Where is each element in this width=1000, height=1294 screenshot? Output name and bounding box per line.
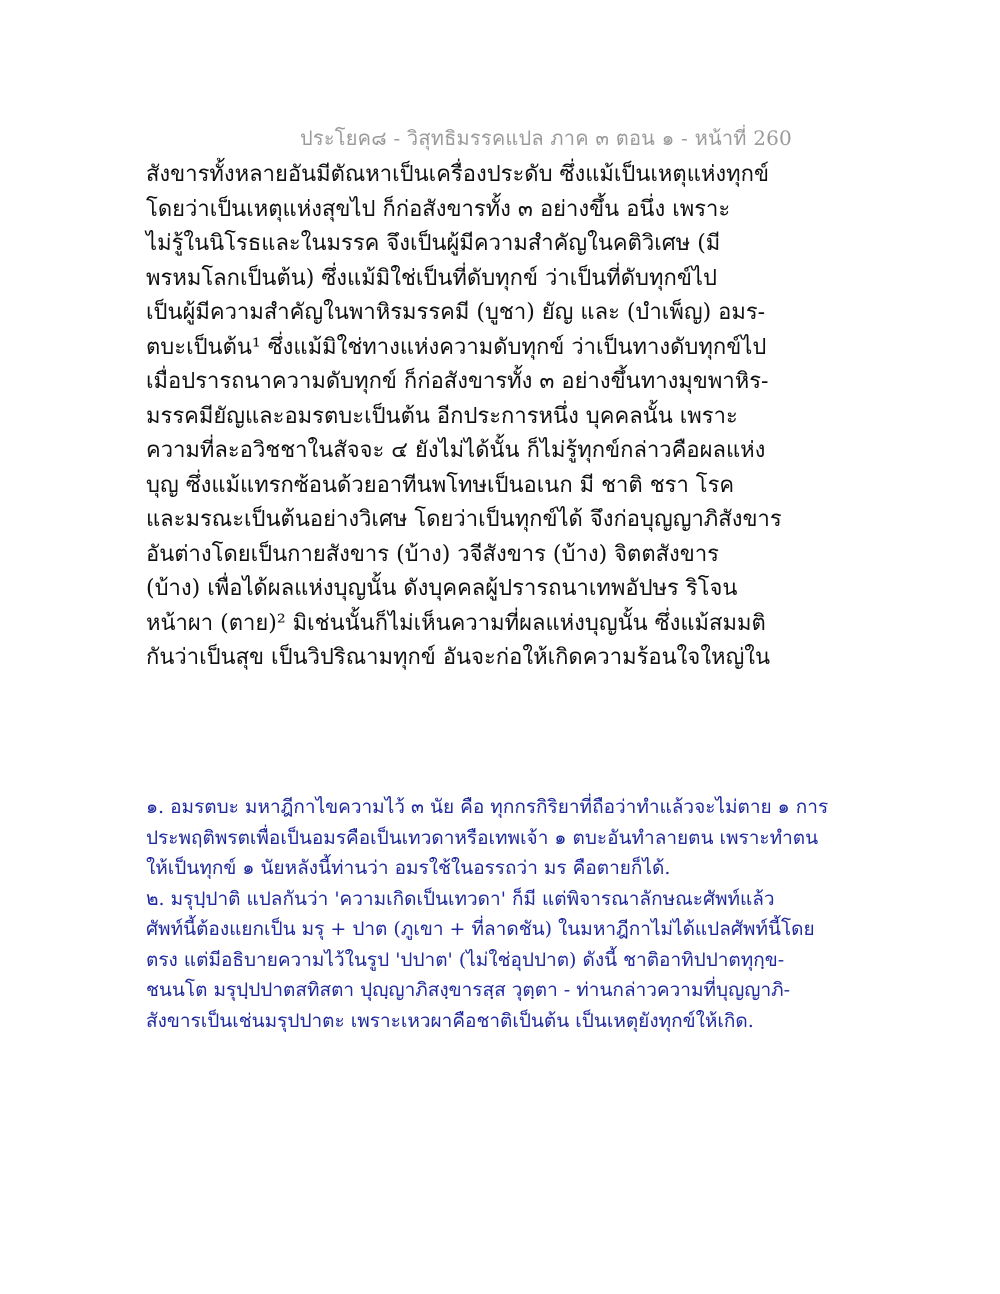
text-line: (บ้าง) เพื่อได้ผลแห่งบุญนั้น ดังบุคคลผู้ปรารถนาเทพอัปษร ริโจน <box>146 576 738 601</box>
footnote-line: ประพฤติพรตเพื่อเป็นอมรคือเป็นเทวดาหรือเทพเจ้า ๑ ตบะอันทำลายตน เพราะทำตน <box>146 826 819 849</box>
text-line: ตบะเป็นต้น¹ ซึ่งแม้มิใช่ทางแห่งความดับทุกข์ ว่าเป็นทางดับทุกข์ไป <box>146 334 767 360</box>
footnote-line: ๒. มรุปฺปาติ แปลกันว่า 'ความเกิดเป็นเทวดา' ก็มี แต่พิจารณาลักษณะศัพท์แล้ว <box>146 887 775 910</box>
text-line: เป็นผู้มีความสำคัญในพาหิรมรรคมี (บูชา) ยัญ และ (บำเพ็ญ) อมร- <box>146 300 766 325</box>
text-line: อันต่างโดยเป็นกายสังขาร (บ้าง) วจีสังขาร (บ้าง) จิตตสังขาร <box>146 541 719 567</box>
text-line: โดยว่าเป็นเหตุแห่งสุขไป ก็ก่อสังขารทั้ง ๓ อย่างขึ้น อนึ่ง เพราะ <box>146 196 731 222</box>
footnote-line: ให้เป็นทุกข์ ๑ นัยหลังนี้ท่านว่า อมรใช้ในอรรถว่า มร คือตายก็ได้. <box>146 857 671 879</box>
text-line: กันว่าเป็นสุข เป็นวิปริณามทุกข์ อันจะก่อให้เกิดความร้อนใจใหญ่ใน <box>146 645 771 670</box>
text-line: หน้าผา (ตาย)² มิเช่นนั้นก็ไม่เห็นความที่ผลแห่งบุญนั้น ซึ่งแม้สมมติ <box>146 610 766 636</box>
footnote-line: ตรง แต่มีอธิบายความไว้ในรูป 'ปปาต' (ไม่ใช่อุปปาต) ดังนี้ ชาติอาทิปปาตทุกฺข- <box>146 948 785 971</box>
footnote-line: ชนนโต มรุปฺปปาตสทิสตา ปุญฺญาภิสงฺขารสฺส วุตฺตา - ท่านกล่าวความที่บุญญาภิ- <box>146 979 791 1001</box>
footnotes <box>146 792 866 1036</box>
text-line: สังขารทั้งหลายอันมีตัณหาเป็นเครื่องประดับ ซึ่งแม้เป็นเหตุแห่งทุกข์ <box>146 162 770 187</box>
text-line: ไม่รู้ในนิโรธและในมรรค จึงเป็นผู้มีความสำคัญในคติวิเศษ (มี <box>146 231 721 256</box>
text-line: ความที่ละอวิชชาในสัจจะ ๔ ยังไม่ได้นั้น ก็ไม่รู้ทุกข์กล่าวคือผลแห่ง <box>146 438 766 463</box>
running-header: ประโยค๘ - วิสุทธิมรรคแปล ภาค ๓ ตอน ๑ - หน้าที่ 260 <box>300 126 792 150</box>
text-line: และมรณะเป็นต้นอย่างวิเศษ โดยว่าเป็นทุกข์ได้ จึงก่อบุญญาภิสังขาร <box>146 507 782 532</box>
footnote-line: ๑. อมรตบะ มหาฎีกาไขความไว้ ๓ นัย คือ ทุกกรกิริยาที่ถือว่าทำแล้วจะไม่ตาย ๑ การ <box>146 796 829 818</box>
footnote-line: ศัพท์นี้ต้องแยกเป็น มรุ + ปาต (ภูเขา + ที่ลาดชัน) ในมหาฎีกาไม่ได้แปลศัพท์นี้โดย <box>146 918 815 940</box>
text-line: บุญ ซึ่งแม้แทรกซ้อนด้วยอาทีนพโทษเป็นอเนก มี ชาติ ชรา โรค <box>146 472 735 498</box>
text-line: พรหมโลกเป็นต้น) ซึ่งแม้มิใช่เป็นที่ดับทุกข์ ว่าเป็นที่ดับทุกข์ไป <box>146 265 717 291</box>
footnote-line: สังขารเป็นเช่นมรุปปาตะ เพราะเหวผาคือชาติเป็นต้น เป็นเหตุยังทุกข์ให้เกิด. <box>146 1009 754 1032</box>
text-line: เมื่อปรารถนาความดับทุกข์ ก็ก่อสังขารทั้ง ๓ อย่างขึ้นทางมุขพาหิร- <box>146 369 769 394</box>
main-text <box>146 158 846 676</box>
text-line: มรรคมียัญและอมรตบะเป็นต้น อีกประการหนึ่ง บุคคลนั้น เพราะ <box>146 403 738 429</box>
